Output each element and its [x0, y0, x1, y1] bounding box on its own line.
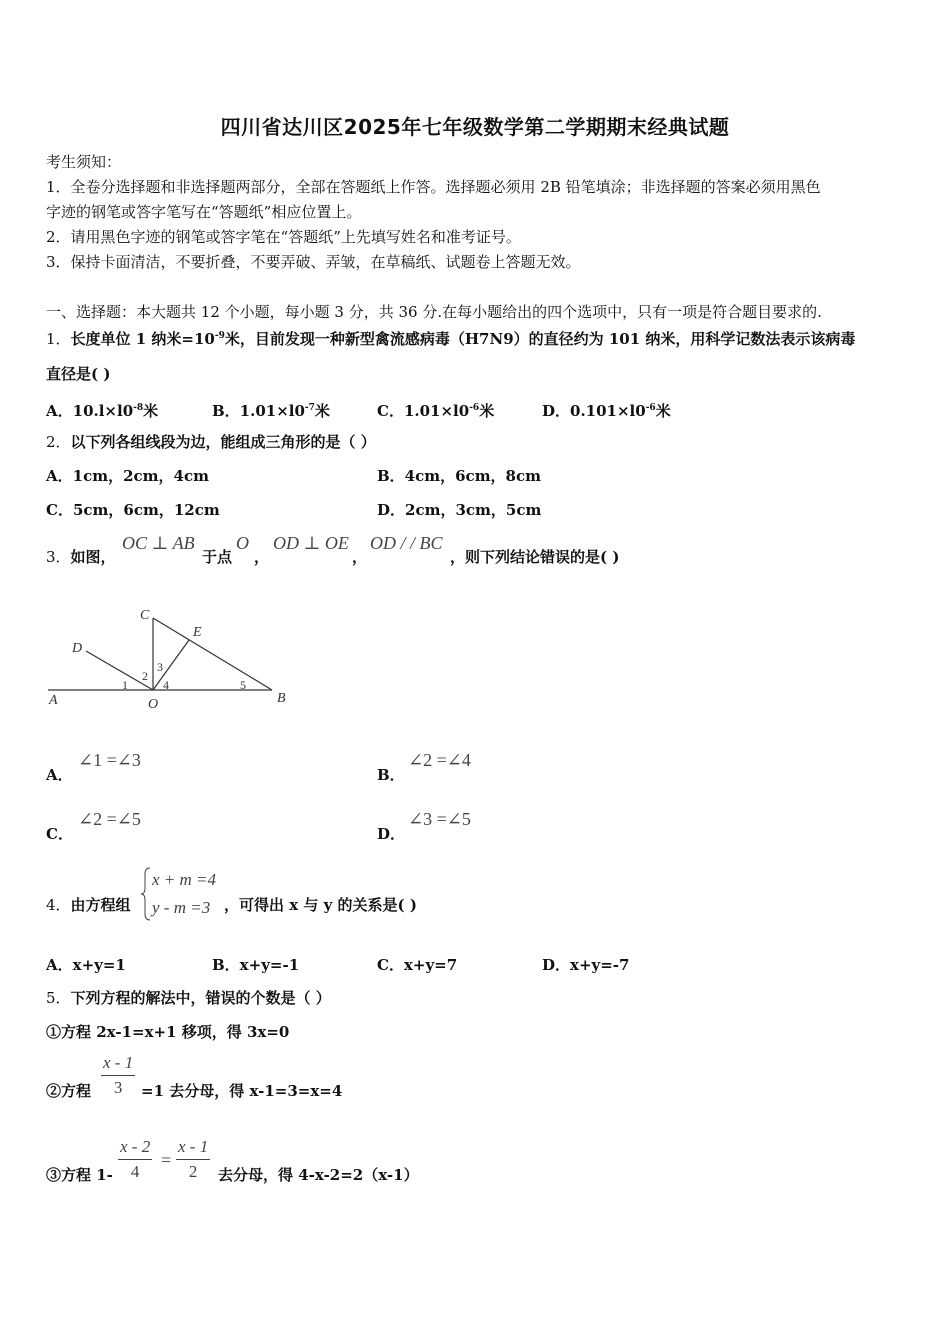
question-text: ，则下列结论错误的是( )	[450, 548, 620, 566]
q3-option-b-math: ∠2 =∠4	[408, 750, 471, 770]
equals-sign: =	[161, 1150, 172, 1170]
option-unit: 米	[314, 402, 330, 420]
option-label: C．1.01×l0	[377, 402, 470, 420]
q4-option-b[interactable]: B．x+y=-1	[212, 956, 300, 974]
option-label: A．10.l×l0	[46, 402, 134, 420]
question-text: 米，目前发现一种新型禽流感病毒（H7N9）的直径约为 101 纳米，用科学记数法表示该病毒	[224, 330, 856, 348]
question-text: 由方程组	[70, 896, 131, 914]
notice-item-1a: 1．全卷分选择题和非选择题两部分，全部在答题纸上作答。选择题必须用 2B 铅笔填涂；非选择题的答案必须用黑色	[46, 178, 821, 196]
option-label: B．1.01×l0	[212, 402, 305, 420]
fraction	[118, 1137, 152, 1182]
numerator: x - 1	[176, 1137, 210, 1160]
question-5	[46, 988, 331, 1008]
denominator: 4	[130, 1162, 140, 1181]
angle-4: 4	[163, 678, 169, 692]
notice-item-1b: 字迹的钢笔或答字笔写在“答题纸”相应位置上。	[46, 203, 362, 221]
angle-2: 2	[142, 669, 148, 683]
numerator: x - 2	[118, 1137, 152, 1160]
label-d: D	[72, 641, 83, 656]
system-brace	[140, 866, 152, 922]
notice-item-3: 3．保持卡面清洁，不要折叠，不要弄破、弄皱，在草稿纸、试题卷上答题无效。	[46, 253, 581, 271]
denominator: 2	[188, 1162, 198, 1181]
q2-option-d[interactable]: D．2cm，3cm，5cm	[377, 501, 542, 519]
option-label: D．0.101×l0	[542, 402, 646, 420]
notice-heading: 考生须知：	[46, 153, 122, 171]
angle-3: 3	[157, 660, 163, 674]
q1-option-d[interactable]	[542, 398, 671, 421]
question-text: 长度单位 1 纳米=10	[70, 330, 215, 348]
q2-option-a[interactable]: A．1cm，2cm，4cm	[46, 467, 209, 485]
question-number: 2．	[46, 433, 71, 451]
exponent: -8	[133, 403, 144, 413]
exponent: -6	[469, 403, 480, 413]
question-3	[46, 547, 116, 567]
q4-option-c[interactable]: C．x+y=7	[377, 956, 458, 974]
question-1-cont: 直径是( )	[46, 365, 111, 383]
system-eq-1: x + m =4	[152, 870, 217, 889]
q2-option-b[interactable]: B．4cm，6cm，8cm	[377, 467, 542, 485]
denominator: 3	[113, 1078, 123, 1097]
numerator: x - 1	[101, 1053, 135, 1076]
option-unit: 米	[143, 402, 159, 420]
q1-option-c[interactable]	[377, 398, 494, 421]
question-text: 下列方程的解法中，错误的个数是（ ）	[70, 989, 331, 1007]
question-number: 4．	[46, 896, 71, 914]
exponent: -7	[304, 403, 315, 413]
q5-item-1: ①方程 2x-1=x+1 移项，得 3x=0	[46, 1023, 290, 1041]
q3-option-a-label[interactable]: A．	[46, 766, 73, 784]
label-a: A	[49, 693, 58, 708]
q3-option-b-label[interactable]: B．	[377, 766, 405, 784]
q2-option-c[interactable]: C．5cm，6cm，12cm	[46, 501, 220, 519]
math-oc-perp-ab: OC ⊥ AB	[122, 533, 195, 553]
math-od-parallel-bc: OD / / BC	[370, 533, 443, 553]
q3-option-d-math: ∠3 =∠5	[408, 809, 471, 829]
question-number: 5．	[46, 989, 71, 1007]
option-unit: 米	[479, 402, 495, 420]
q3-option-c-math: ∠2 =∠5	[78, 809, 141, 829]
exponent: -9	[214, 331, 225, 341]
question-text: ，可得出 x 与 y 的关系是( )	[224, 896, 417, 914]
question-2	[46, 432, 376, 452]
q3-option-d-label[interactable]: D．	[377, 825, 406, 843]
label-o: O	[148, 697, 159, 712]
angle-1: 1	[122, 678, 128, 692]
q4-option-a[interactable]: A．x+y=1	[46, 956, 126, 974]
line-cb	[153, 618, 272, 690]
q5-item-3-post: 去分母，得 4-x-2=2（x-1）	[218, 1166, 419, 1184]
label-b: B	[277, 691, 286, 706]
label-e: E	[193, 625, 202, 640]
question-text: 以下列各组线段为边，能组成三角形的是（ ）	[70, 433, 376, 451]
q5-item-2-pre: ②方程	[46, 1082, 92, 1100]
geometry-figure	[40, 600, 300, 715]
fraction	[176, 1137, 210, 1182]
separator: ，	[254, 548, 270, 566]
notice-item-2: 2．请用黑色字迹的钢笔或答字笔在“答题纸”上先填写姓名和准考证号。	[46, 228, 521, 246]
q3-option-a-math: ∠1 =∠3	[78, 750, 141, 770]
q1-option-b[interactable]	[212, 398, 330, 421]
q4-option-d[interactable]: D．x+y=-7	[542, 956, 630, 974]
label-c: C	[140, 608, 150, 623]
question-4	[46, 895, 131, 915]
question-text: 如图，	[70, 548, 116, 566]
math-od-perp-oe: OD ⊥ OE	[273, 533, 349, 553]
system-eq-2: y - m =3	[152, 898, 211, 917]
separator: ，	[352, 548, 368, 566]
exponent: -6	[645, 403, 656, 413]
fraction	[101, 1053, 135, 1098]
question-number: 3．	[46, 548, 71, 566]
page-title: 四川省达川区2025年七年级数学第二学期期末经典试题	[220, 115, 730, 139]
q3-option-c-label[interactable]: C．	[46, 825, 73, 843]
q5-item-3-pre: ③方程 1-	[46, 1166, 113, 1184]
angle-5: 5	[240, 678, 246, 692]
option-unit: 米	[655, 402, 671, 420]
section-heading: 一、选择题：本大题共 12 个小题，每小题 3 分，共 36 分.在每小题给出的四个选项中，只有一项是符合题目要求的.	[46, 303, 822, 321]
question-number: 1．	[46, 330, 71, 348]
q1-option-a[interactable]	[46, 398, 158, 421]
q5-item-2-post: =1 去分母，得 x-1=3=x=4	[141, 1082, 343, 1100]
math-point-o: O	[236, 533, 249, 553]
question-text: 于点	[202, 548, 233, 566]
question-1	[46, 326, 855, 349]
